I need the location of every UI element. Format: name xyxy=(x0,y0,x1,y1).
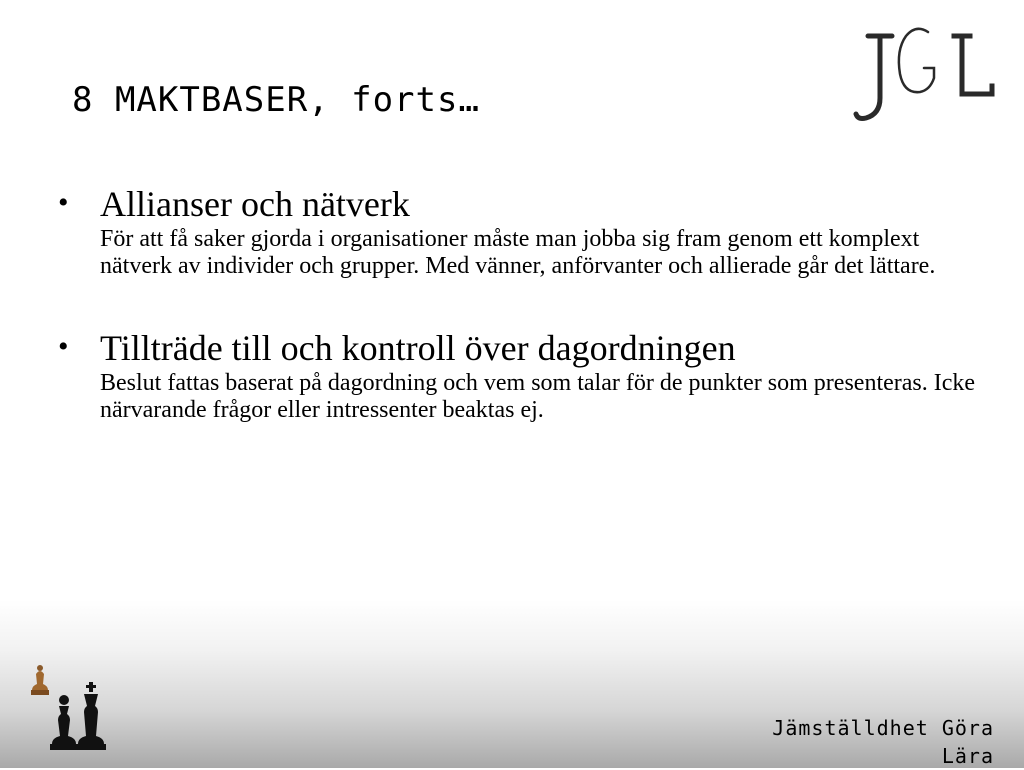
footer-line-2: Lära xyxy=(941,744,994,768)
bullet-body: För att få saker gjorda i organisationer måste man jobba sig fram genom ett komplext nätverk av individer och grupper. Med vänner, anförvanter och allierade går det lättare. xyxy=(100,226,936,279)
king-icon xyxy=(76,682,106,750)
bullet-icon: • xyxy=(58,186,69,219)
pawn-icon xyxy=(50,695,78,750)
footer-line-1: Jämställdhet Göra xyxy=(772,716,994,740)
bullet-icon: • xyxy=(58,330,69,363)
bullet-list xyxy=(58,184,978,472)
jgl-logo xyxy=(850,18,1000,128)
bishop-icon xyxy=(31,665,49,695)
slide-title: 8 MAKTBASER, forts… xyxy=(72,80,480,120)
footer-text xyxy=(744,714,994,770)
bullet-item xyxy=(58,328,978,424)
bullet-item xyxy=(58,184,978,280)
bullet-heading: Tillträde till och kontroll över dagordningen xyxy=(100,328,736,368)
chess-pieces-icon xyxy=(26,662,116,752)
bullet-body: Beslut fattas baserat på dagordning och vem som talar för de punkter som presenteras. Icke närvarande frågor eller intressenter beaktas ej. xyxy=(100,370,976,423)
bullet-heading: Allianser och nätverk xyxy=(100,184,410,224)
